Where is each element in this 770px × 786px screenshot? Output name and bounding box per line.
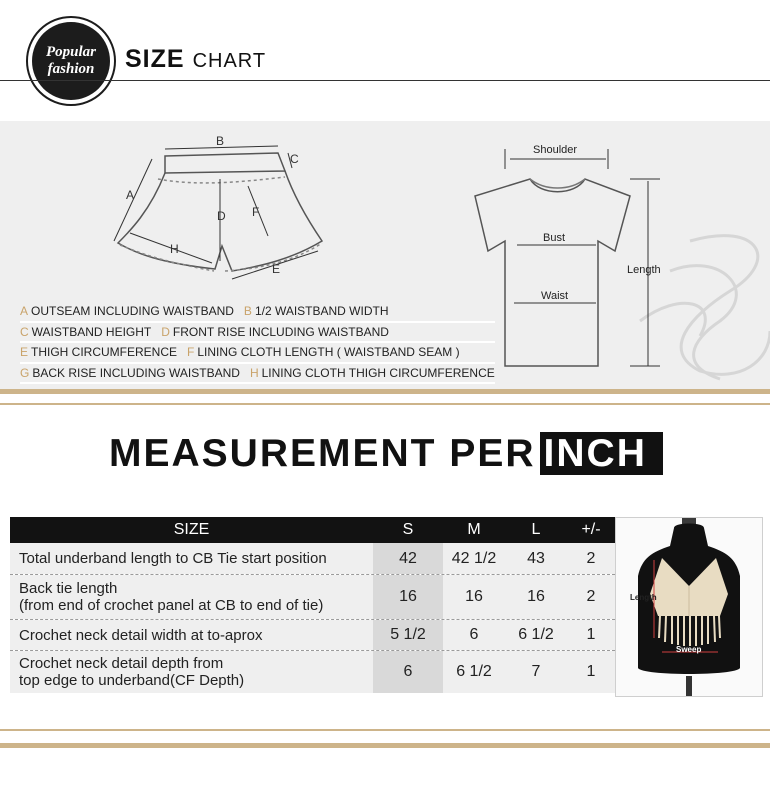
- size-table: [10, 517, 615, 695]
- page-title: [125, 45, 266, 74]
- row-label-line: Back tie length: [19, 580, 118, 597]
- legend-key: B: [243, 304, 252, 318]
- mannequin-illustration: [616, 518, 762, 696]
- legend-key: G: [20, 365, 30, 380]
- header: [0, 0, 770, 115]
- header-l: L: [531, 521, 541, 538]
- photo-length-label: Length: [630, 593, 657, 602]
- label-h: H: [170, 242, 179, 256]
- row-label-line: Crochet neck detail depth from: [19, 655, 224, 672]
- measurement-title: [109, 432, 663, 476]
- table-row: [10, 543, 615, 576]
- value-m: 6 1/2: [443, 651, 505, 693]
- header-m: M: [467, 521, 481, 538]
- header-size: SIZE: [173, 521, 210, 538]
- legend-key: C: [20, 324, 29, 339]
- header-divider: [0, 80, 770, 81]
- value-m: 6: [443, 620, 505, 650]
- legend-row: [20, 364, 495, 385]
- value-tolerance: 1: [567, 651, 615, 693]
- legend-text: THIGH CIRCUMFERENCE: [31, 345, 178, 359]
- legend-text: WAISTBAND HEIGHT: [31, 324, 152, 339]
- value-l: 6 1/2: [505, 620, 567, 650]
- measurement-unit: INCH: [540, 432, 663, 475]
- row-label: [10, 620, 373, 650]
- value-m: 42 1/2: [443, 543, 505, 574]
- label-bust: Bust: [543, 232, 566, 244]
- gold-divider: [0, 403, 770, 405]
- gold-divider: [0, 389, 770, 394]
- label-c: C: [290, 152, 299, 166]
- measurement-legend: [20, 302, 495, 384]
- label-e: E: [272, 262, 281, 276]
- value-tolerance: 1: [567, 620, 615, 650]
- label-length: Length: [627, 264, 661, 276]
- title-chart: CHART: [192, 50, 267, 72]
- legend-key: A: [20, 304, 29, 318]
- table-row: [10, 575, 615, 621]
- value-s: 16: [373, 575, 443, 619]
- size-diagram-panel: [0, 121, 770, 389]
- row-label-line: top edge to underband(CF Depth): [19, 672, 245, 689]
- value-s: 6: [373, 651, 443, 693]
- value-l: 43: [505, 543, 567, 574]
- legend-row: [20, 302, 495, 323]
- header-tolerance: +/-: [581, 521, 601, 538]
- decorative-swirl: [640, 236, 770, 379]
- brand-logo: [32, 22, 110, 100]
- legend-key: E: [20, 345, 29, 359]
- gold-divider: [0, 729, 770, 731]
- value-tolerance: 2: [567, 543, 615, 574]
- row-label: [10, 543, 373, 574]
- brand-line-1: Popular: [45, 44, 96, 60]
- value-s: 5 1/2: [373, 620, 443, 650]
- legend-text: LINING CLOTH LENGTH ( WAISTBAND SEAM ): [197, 345, 460, 359]
- label-f: F: [252, 205, 260, 219]
- value-s: 42: [373, 543, 443, 574]
- legend-row: [20, 323, 495, 344]
- value-l: 7: [505, 651, 567, 693]
- label-waist: Waist: [541, 290, 569, 302]
- table-row: [10, 620, 615, 652]
- measurement-title-text: MEASUREMENT PER: [109, 432, 536, 475]
- value-tolerance: 2: [567, 575, 615, 619]
- label-a: A: [126, 188, 135, 202]
- row-label-line: Crochet neck detail width at to-aprox: [19, 626, 263, 644]
- table-header: [10, 517, 615, 543]
- label-b: B: [216, 134, 225, 148]
- legend-text: BACK RISE INCLUDING WAISTBAND: [32, 365, 240, 380]
- legend-text: 1/2 WAISTBAND WIDTH: [254, 304, 389, 318]
- legend-key: D: [161, 324, 170, 339]
- title-size: SIZE: [125, 45, 185, 73]
- header-s: S: [402, 521, 414, 538]
- legend-text: OUTSEAM INCLUDING WAISTBAND: [31, 304, 234, 318]
- legend-row: [20, 343, 495, 364]
- row-label-line: (from end of crochet panel at CB to end of tie): [19, 597, 324, 614]
- brand-line-2: fashion: [47, 61, 95, 77]
- gold-divider: [0, 743, 770, 748]
- legend-key: H: [249, 365, 259, 380]
- row-label: [10, 575, 373, 619]
- legend-key: F: [187, 345, 195, 359]
- value-l: 16: [505, 575, 567, 619]
- table-row: [10, 651, 615, 695]
- row-label: [10, 651, 373, 693]
- label-shoulder: Shoulder: [533, 144, 578, 156]
- value-m: 16: [443, 575, 505, 619]
- tshirt-diagram: [475, 179, 630, 366]
- label-d: D: [217, 209, 226, 223]
- photo-sweep-label: Sweep: [676, 645, 702, 654]
- legend-text: LINING CLOTH THIGH CIRCUMFERENCE: [261, 365, 495, 380]
- product-photo: [615, 517, 763, 697]
- row-label-line: Total underband length to CB Tie start position: [19, 550, 327, 567]
- legend-text: FRONT RISE INCLUDING WAISTBAND: [172, 324, 389, 339]
